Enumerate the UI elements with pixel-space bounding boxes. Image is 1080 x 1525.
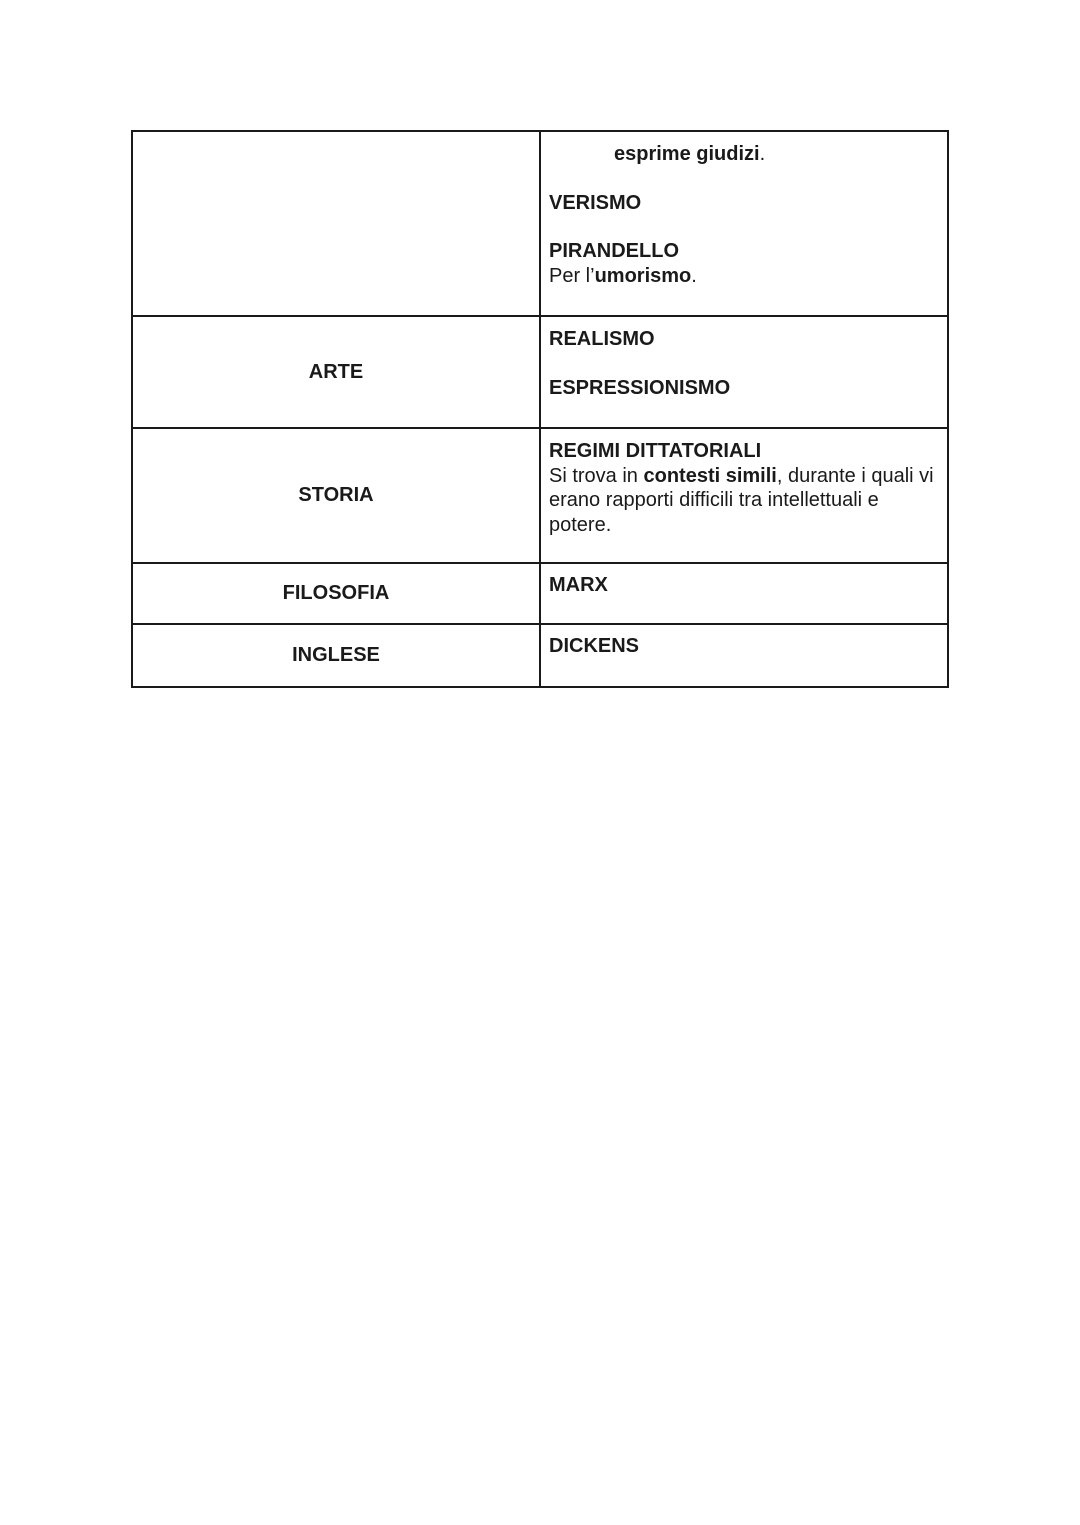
table-row [132, 316, 948, 428]
topic-heading: MARX [549, 574, 608, 596]
table-row [132, 428, 948, 563]
content-cell [540, 563, 948, 624]
topic-text: Si trova in contesti simili, durante i quali vi erano rapporti difficili tra intellettuali e potere. [549, 464, 934, 536]
content-cell [540, 624, 948, 687]
subject-cell: FILOSOFIA [132, 563, 540, 624]
topic-heading: DICKENS [549, 635, 640, 657]
topic-heading: REGIMI DITTATORIALI [549, 440, 762, 462]
table-row [132, 563, 948, 624]
topic-heading: PIRANDELLO [549, 240, 679, 262]
subject-cell [132, 131, 540, 316]
continued-text: esprime giudizi. [614, 143, 766, 165]
subject-cell: STORIA [132, 428, 540, 563]
content-cell [540, 131, 948, 316]
table-row [132, 131, 948, 316]
content-cell [540, 428, 948, 563]
table-row [132, 624, 948, 687]
topic-text: Per l’umorismo. [549, 264, 697, 287]
content-cell [540, 316, 948, 428]
topic-heading: REALISMO [549, 328, 655, 350]
topic-heading: ESPRESSIONISMO [549, 376, 731, 399]
subject-cell: INGLESE [132, 624, 540, 687]
subject-cell: ARTE [132, 316, 540, 428]
connections-table [131, 130, 949, 688]
topic-heading: VERISMO [549, 191, 642, 214]
